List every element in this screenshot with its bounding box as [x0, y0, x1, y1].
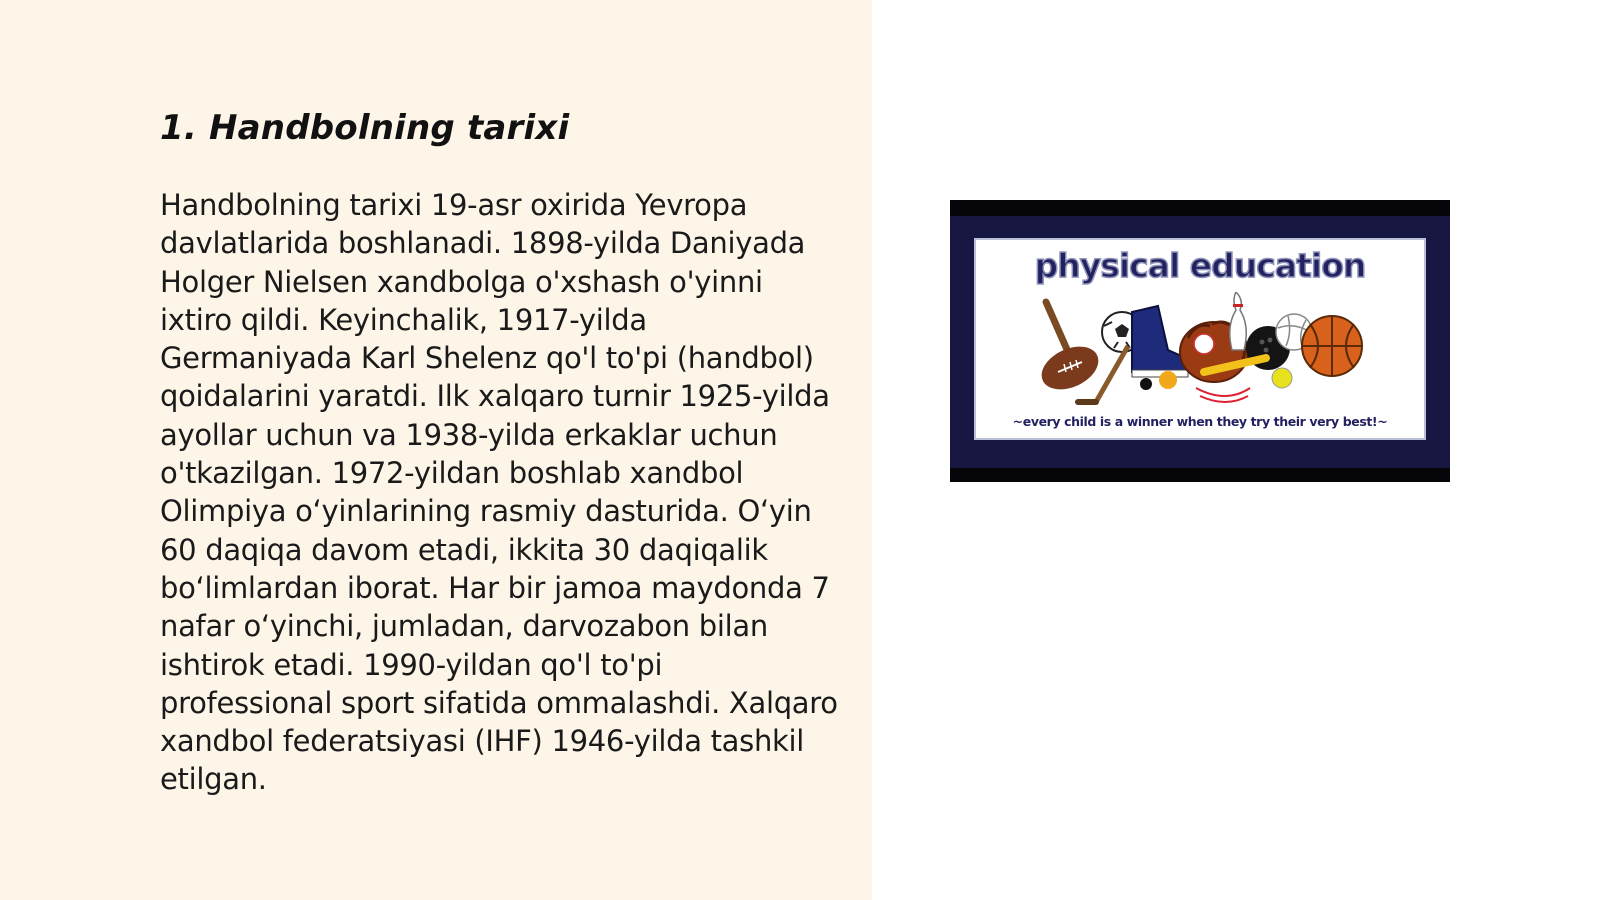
football-icon — [1036, 338, 1105, 398]
tennis-ball-icon — [1272, 368, 1292, 388]
image-inner-card — [974, 238, 1426, 440]
sports-equipment-illustration — [1036, 292, 1366, 410]
image-motto: ~every child is a winner when they try their very best!~ — [1012, 414, 1388, 429]
basketball-icon — [1302, 316, 1362, 376]
bowling-pin-icon — [1230, 292, 1247, 350]
jump-rope-icon — [1196, 388, 1250, 402]
image-heading: physical education — [1034, 246, 1366, 285]
image-bottom-bar — [950, 468, 1450, 482]
slide-title: 1. Handbolning tarixi — [160, 108, 570, 148]
physical-education-image — [950, 200, 1450, 482]
slide-body-text: Handbolning tarixi 19-asr oxirida Yevropa davlatlarida boshlanadi. 1898-yilda Daniyada Holger Nielsen xandbolga o'xshash o'yinni ixtiro qildi. Keyinchalik, 1917-yilda Germaniyada Karl Shelenz qo'l to'pi (handbol) qoidalarini yaratdi. Ilk xalqaro turnir 1925-yilda ayollar uchun va 1938-yilda erkaklar uchun o'tkazilgan. 1972-yildan boshlab xandbol Olimpiya o‘yinlarining rasmiy dasturida. O‘yin 60 daqiqa davom etadi, ikkita 30 daqiqalik bo‘limlardan iborat. Har bir jamoa maydonda 7 nafar o‘yinchi, jumladan, darvozabon bilan ishtirok etadi. 1990-yildan qo'l to'pi professional sport sifatida ommalashdi. Xalqaro xandbol federatsiyasi (IHF) 1946-yilda tashkil etilgan. — [160, 188, 838, 797]
image-top-bar — [950, 200, 1450, 216]
